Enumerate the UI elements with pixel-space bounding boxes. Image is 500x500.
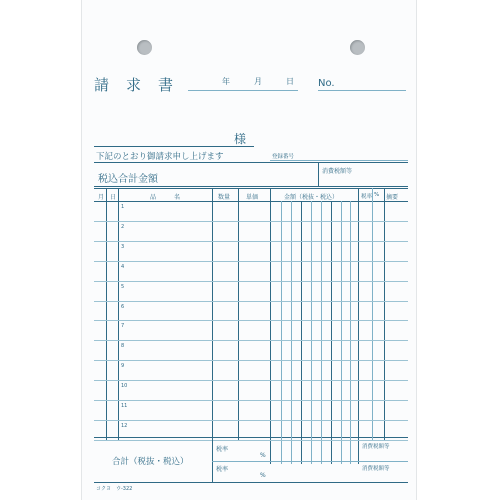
footer-tax-rate-2: 税率	[216, 466, 229, 473]
col-month: 月	[98, 194, 105, 201]
rule-unit-price	[238, 188, 239, 440]
registration-underline	[270, 160, 408, 161]
row-number: 12	[121, 422, 128, 429]
punch-hole-left	[137, 40, 152, 55]
rule-remarks	[384, 188, 385, 440]
registration-number-label: 登録番号	[272, 154, 295, 160]
invoice-sheet	[82, 0, 416, 500]
rule-percent	[372, 188, 373, 440]
summary-tax-label: 消費税額等	[322, 168, 353, 175]
header-bottom-rule	[94, 201, 408, 202]
footer-mid-rule	[212, 461, 408, 462]
table-row-line	[94, 320, 408, 321]
table-row-line	[94, 340, 408, 341]
table-row-line	[94, 400, 408, 401]
row-number: 5	[121, 283, 125, 290]
table-row-line	[94, 281, 408, 282]
table-row-line	[94, 241, 408, 242]
honorific-label: 様	[234, 132, 247, 146]
date-year-label: 年	[222, 77, 230, 86]
row-number: 9	[121, 363, 125, 370]
billing-intro: 下記のとおり御請求申し上げます	[96, 152, 224, 162]
footer-bottom-rule	[94, 482, 408, 483]
summary-top-rule	[94, 162, 408, 163]
rule-quantity	[212, 188, 213, 440]
footer-percent-1: %	[260, 452, 266, 459]
table-row-line	[94, 440, 408, 441]
date-month-label: 月	[254, 77, 262, 86]
row-number: 3	[121, 243, 125, 250]
table-row-line	[94, 420, 408, 421]
table-row-line	[94, 301, 408, 302]
punch-hole-right	[350, 40, 365, 55]
table-row-line	[94, 221, 408, 222]
col-tax-rate: 税率	[361, 194, 373, 200]
col-item: 品 名	[150, 194, 181, 201]
row-number: 7	[121, 323, 125, 330]
summary-bottom-rule	[94, 186, 408, 187]
date-underline	[188, 90, 298, 91]
row-number: 8	[121, 343, 125, 350]
col-unit-price: 単価	[246, 194, 259, 201]
footer-tax-rate-1: 税率	[216, 446, 229, 453]
col-amount: 金額（税抜・税込）	[284, 194, 339, 201]
row-number: 10	[121, 383, 128, 390]
col-day: 日	[110, 194, 117, 201]
row-number: 11	[121, 403, 128, 409]
table-row-line	[94, 360, 408, 361]
row-number: 4	[121, 263, 125, 270]
table-row-line	[94, 380, 408, 381]
col-remarks: 摘要	[386, 194, 399, 201]
summary-divider	[318, 162, 319, 186]
row-number: 2	[121, 223, 125, 230]
footer-tax-amount-2: 消費税額等	[362, 466, 390, 472]
footer-tax-amount-1: 消費税額等	[362, 444, 390, 450]
date-day-label: 日	[286, 77, 294, 86]
table-row-line	[94, 261, 408, 262]
col-percent: %	[374, 192, 380, 198]
rule-amount	[270, 188, 271, 464]
rule-tax-rate	[358, 188, 359, 464]
no-underline	[318, 90, 406, 91]
recipient-underline	[94, 146, 254, 147]
no-label: No.	[318, 78, 335, 89]
rule-item	[118, 188, 119, 440]
col-quantity: 数量	[218, 194, 231, 201]
total-amount-label: 税込合計金額	[98, 174, 158, 185]
product-code: コクヨ ウ-322	[96, 486, 133, 492]
footer-total-label: 合計（税抜・税込）	[112, 457, 189, 467]
row-number: 1	[121, 204, 125, 210]
rule-day	[106, 188, 107, 440]
invoice-title: 請 求 書	[94, 76, 175, 94]
footer-percent-2: %	[260, 472, 266, 479]
row-number: 6	[121, 303, 125, 310]
